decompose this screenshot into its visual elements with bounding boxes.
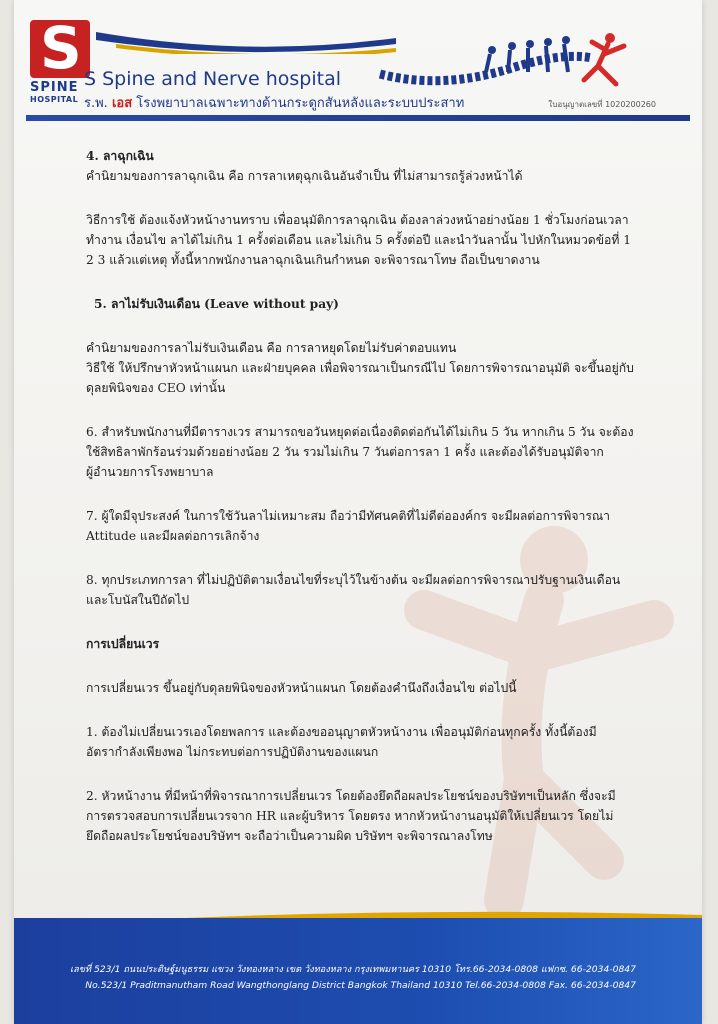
section-8-line-2: และโบนัสในปีถัดไป [86, 593, 190, 607]
section-4-usage-line-3: 2 3 แล้วแต่เหตุ ทั้งนี้หากพนักงานลาฉุกเฉินเกินกำหนด จะพิจารณาโทษ ถือเป็นขาดงาน [86, 253, 540, 267]
license-number: ใบอนุญาตเลขที่ 1020200260 [548, 100, 656, 109]
hospital-subtitle-text: โรงพยาบาลเฉพาะทางด้านกระดูกสันหลังและระบบประสาท [136, 96, 465, 111]
shift-rule-2-line-1: 2. หัวหน้างาน ที่มีหน้าที่พิจารณาการเปลี่ยนเวร โดยต้องยึดถือผลประโยชน์ของบริษัทฯเป็นหลัก ซึ่งจะมี [86, 789, 616, 803]
section-5-usage-line-2: ดุลยพินิจของ CEO เท่านั้น [86, 381, 226, 395]
section-6-line-3: ผู้อำนวยการโรงพยาบาล [86, 465, 214, 479]
section-4-usage-line-1: วิธีการใช้ ต้องแจ้งหัวหน้างานทราบ เพื่ออนุมัติการลาฉุกเฉิน ต้องลาล่วงหน้าอย่างน้อย 1 ชั่วโมงก่อนเวลา [86, 213, 629, 227]
shift-change-heading: การเปลี่ยนเวร [86, 637, 160, 651]
document-page [14, 0, 702, 1024]
hospital-prefix-red: เอส [111, 96, 133, 111]
section-6-line-1: 6. สำหรับพนักงานที่มีตารางเวร สามารถขอวันหยุดต่อเนื่องติดต่อกันได้ไม่เกิน 5 วัน หากเกิน 5 วัน จะต้อง [86, 425, 634, 439]
logo-word: SPINE [30, 80, 79, 95]
hospital-name: S Spine and Nerve hospital [84, 68, 342, 90]
section-4-usage-line-2: ทำงาน เงื่อนไข ลาได้ไม่เกิน 1 ครั้งต่อเดือน และไม่เกิน 5 ครั้งต่อปี และนำวันลานั้น ไปหักในหมวดข้อที่ 1 [86, 233, 632, 247]
spine-evolution-graphic [372, 28, 642, 98]
section-5-definition: คำนิยามของการลาไม่รับเงินเดือน คือ การลาหยุดโดยไม่รับค่าตอบแทน [86, 341, 457, 355]
header-swoosh-decoration [96, 28, 396, 54]
shift-rule-1-line-1: 1. ต้องไม่เปลี่ยนเวรเองโดยพลการ และต้องขออนุญาตหัวหน้างาน เพื่ออนุมัติก่อนทุกครั้ง ทั้งนี้ต้องมี [86, 725, 597, 739]
logo-word-hospital: HOSPITAL [30, 95, 79, 104]
footer-address-thai: เลขที่ 523/1 ถนนประดิษฐ์มนูธรรม แขวง วังทองหลาง เขต วังทองหลาง กรุงเทพมหานคร 10310 โทร.66-2034-0808 แฟกซ. 66-2034-0847 [69, 964, 636, 975]
section-7-line-1: 7. ผู้ใดมีจุประสงค์ ในการใช้วันลาไม่เหมาะสม ถือว่ามีทัศนคติที่ไม่ดีต่อองค์กร จะมีผลต่อการพิจารณา [86, 509, 611, 523]
footer-address-english: No.523/1 Praditmanutham Road Wangthonglang District Bangkok Thailand 10310 Tel.66-2034-0808 Fax. 66-2034-0847 [85, 980, 636, 991]
shift-rule-2-line-2: การตรวจสอบการเปลี่ยนเวรจาก HR และผู้บริหาร โดยตรง หากหัวหน้างานอนุมัติให้เปลี่ยนเวร โดยไม่ [86, 809, 614, 823]
shift-rule-1-line-2: อัตรากำลังเพียงพอ ไม่กระทบต่อการปฏิบัติงานของแผนก [86, 745, 379, 759]
shift-change-intro: การเปลี่ยนเวร ขึ้นอยู่กับดุลยพินิจของหัวหน้าแผนก โดยต้องคำนึงถึงเงื่อนไข ต่อไปนี้ [86, 681, 517, 695]
section-6-line-2: ใช้สิทธิลาพักร้อนร่วมด้วยอย่างน้อย 2 วัน รวมไม่เกิน 7 วันต่อการลา 1 ครั้ง และต้องได้รับอนุมัติจาก [86, 445, 604, 459]
section-4-heading: 4. ลาฉุกเฉิน [86, 149, 154, 163]
logo-letter: S [40, 14, 82, 82]
header-divider [26, 115, 690, 121]
section-8-line-1: 8. ทุกประเภทการลา ที่ไม่ปฏิบัติตามเงื่อนไขที่ระบุไว้ในข้างต้น จะมีผลต่อการพิจารณาปรับฐานเงินเดือน [86, 573, 621, 587]
document-body [86, 146, 656, 846]
section-7-line-2: Attitude และมีผลต่อการเลิกจ้าง [86, 529, 260, 543]
section-4-definition: คำนิยามของการลาฉุกเฉิน คือ การลาเหตุฉุกเฉินอันจำเป็น ที่ไม่สามารถรู้ล่วงหน้าได้ [86, 169, 523, 183]
section-5-heading: 5. ลาไม่รับเงินเดือน (Leave without pay) [94, 297, 339, 311]
section-5-usage-line-1: วิธีใช้ ให้ปรึกษาหัวหน้าแผนก และฝ่ายบุคคล เพื่อพิจารณาเป็นกรณีไป โดยการพิจารณาอนุมัติ จะขึ้นอยู่กับ [86, 361, 634, 375]
hospital-prefix: ร.พ. [84, 96, 108, 111]
shift-rule-2-line-3: ยึดถือผลประโยชน์ของบริษัทฯ จะถือว่าเป็นความผิด บริษัทฯ จะพิจารณาลงโทษ [86, 829, 493, 843]
